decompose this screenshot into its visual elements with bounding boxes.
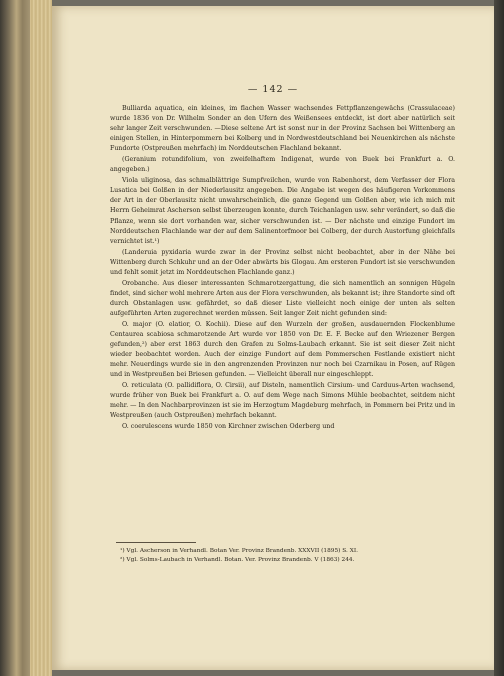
paragraph-viola: Viola uliginosa, das schmalblättrige Sumpfveilchen, wurde von Rabenhorst, dem Verfasser der Flora Lusatica bei Golßen in der Niederlausitz angegeben. Die Angabe ist wegen des häufigeren Vorkommens der Art in der Oberlausitz nicht unwahrscheinlich, die ganze Gegend um Golßen aber, wie ich mich mit Herrn Geheimrat Ascherson selbst überzeugen konnte, durch Teichanlagen usw. sehr verändert, so daß die Pflanze, wenn sie dort vorhanden war, sicher verschwunden ist. — Der nächste und einzige Fundort im Norddeutschen Flachlande war der auf dem Salinentorfmoor bei Colberg, der durch Austorfung gleichfalls vernichtet ist.¹) bbox=[110, 177, 455, 245]
paragraph-o-reticulata: O. reticulata (O. pallidiflora, O. Cirsii), auf Disteln, namentlich Cirsium- und Carduus-Arten wachsend, wurde früher von Buek bei Frankfurt a. O. auf dem Wege nach Simons Mühle beobachtet, seitdem nicht mehr. — In den Nachbarprovinzen ist sie im Herzogtum Magdeburg mehrfach, in Pommern bei Pritz und in Westpreußen (auch Ostpreußen) mehrfach bekannt. bbox=[110, 382, 455, 420]
page-number: — 142 — bbox=[247, 84, 299, 95]
book-page bbox=[52, 6, 494, 670]
page-edges bbox=[30, 0, 52, 676]
book-binding bbox=[0, 0, 30, 676]
footnote-divider bbox=[116, 542, 196, 543]
body-text bbox=[110, 104, 455, 433]
right-page-edge bbox=[494, 0, 504, 676]
footnotes bbox=[110, 547, 455, 565]
paragraph-o-coerulescens: O. coerulescens wurde 1850 von Kirchner zwischen Oderberg und bbox=[122, 423, 335, 431]
paragraph-orobanche: Orobanche. Aus dieser interessanten Schmarotzergattung, die sich namentlich an sonnigen Hügeln findet, sind sicher wohl mehrere Arten aus der Flora verschwunden, als bekannt ist; ihre Standorte sind oft durch Obstanlagen usw. gefährdet, so daß dieser Liste vielleicht noch einige der unten als selten aufgeführten Arten zugerechnet werden müssen. Seit langer Zeit nicht gefunden sind: bbox=[110, 279, 455, 317]
footnote-2: ²) Vgl. Solms-Laubach in Verhandl. Botan. Ver. Provinz Brandenb. V (1863) 244. bbox=[120, 557, 355, 563]
paragraph-bulliarda: Bulliarda aquatica, ein kleines, im flachen Wasser wachsendes Fettpflanzengewächs (Crassulaceae) wurde 1836 von Dr. Wilhelm Sonder an den Ufern des Weißensees entdeckt, ist dort aber natürlich seit sehr langer Zeit verschwunden. —Diese seltene Art ist sonst nur in der Provinz Sachsen bei Wittenberg an einigen Stellen, in Hinterpommern bei Kolberg und in Nordwestdeutschland bei Neuenkirchen als nächste Fundorte (Ostpreußen mehrfach) im Norddeutschen Flachland bekannt. bbox=[110, 105, 455, 153]
footnote-1: ¹) Vgl. Ascherson in Verhandl. Botan Ver. Provinz Brandenb. XXXVII (1895) S. XI. bbox=[120, 548, 358, 554]
paragraph-geranium: (Geranium rotundifolium, von zweifelhaftem Indigenat, wurde von Buek bei Frankfurt a. O. angegeben.) bbox=[110, 156, 455, 174]
paragraph-landeruia: (Landeruia pyxidaria wurde zwar in der Provinz selbst nicht beobachtet, aber in der Nähe bei Wittenberg durch Schkuhr und an der Oder abwärts bis Glogau. Am ersteren Fundort ist sie verschwunden und fehlt somit jetzt im Norddeutschen Flachlande ganz.) bbox=[110, 248, 455, 276]
paragraph-o-major: O. major (O. elatior, O. Kochii). Diese auf den Wurzeln der großen, ausdauernden Flockenblume Centaurea scabiosa schmarotzende Art wurde vor 1850 von Dr. E. F. Becke auf den Wriezener Bergen gefunden,²) aber erst 1863 durch den Grafen zu Solms-Laubach erkannt. Sie ist seit dieser Zeit nicht wieder beobachtet worden. Auch der einzige Fundort auf dem Pommerschen Festlande existiert nicht mehr. Neuerdings wurde sie in den angrenzenden Provinzen nur noch bei Czarnikau in Posen, auf Rügen und in Westpreußen bei Briesen gefunden. — Vielleicht überall nur eingeschleppt. bbox=[110, 320, 455, 379]
